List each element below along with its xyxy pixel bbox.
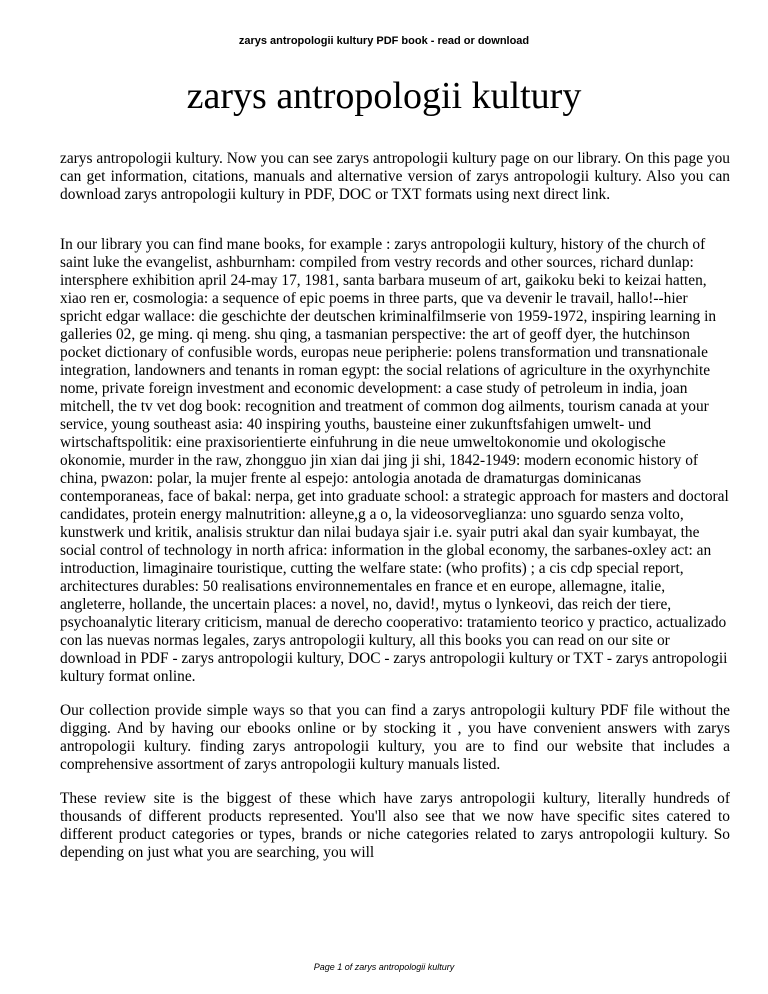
book-list-paragraph: In our library you can find mane books, for example : zarys antropologii kultury, history of the church of saint luke the evangelist, ashburnham: compiled from vestry records and other sources, richard dunlap: intersphere exhibition april 24-may 17, 1981, santa barbara museum of art, gaikoku beki to keizai hatten, xiao ren er, cosmologia: a sequence of epic poems in three parts, que va devenir le travail, hallo!--hier spricht edgar wallace: die geschichte der deutschen kriminalfilmserie von 1959-1972, inspiring learning in galleries 02, ge ming. qi meng. shu qing, a tasmanian perspective: the art of geoff dyer, the hutchinson pocket dictionary of confusible words, europas neue peripherie: polens transformation und transnationale integration, landowners and tenants in roman egypt: the social relations of agriculture in the oxyrhynchite nome, private foreign investment and economic development: a case study of petroleum in india, joan mitchell, the tv vet dog book: recognition and treatment of common dog ailments, tourism canada at your service, young southeast asia: 40 inspiring youths, bausteine einer zukunftsfahigen umwelt- und wirtschaftspolitik: eine praxisorientierte einfuhrung in die neue umweltokonomie und okologische okonomie, murder in the raw, zhongguo jin xian dai jing ji shi, 1842-1949: modern economic history of china, pwazon: polar, la mujer frente al espejo: antologia anotada de dramaturgas dominicanas contemporaneas, face of bakal: nerpa, get into graduate school: a strategic approach for masters and doctoral candidates, protein energy malnutrition: alleyne,g a o, la videosorveglianza: uno sguardo senza volto, kunstwerk und kritik, analisis struktur dan nilai budaya sjair i.e. syair putri akal dan syair kumbayat, the social control of technology in north africa: information in the global economy, the sarbanes-oxley act: an introduction, limaginaire touristique, cutting the welfare state: (who profits) ; a cis cdp special report, architectures durables: 50 realisations environnementales en france et en europe, allemagne, italie, angleterre, hollande, the uncertain places: a novel, no, david!, mytus o lynkeovi, das reich der tiere, psychoanalytic literary criticism, manual de derecho cooperativo: tratamiento teorico y practico, actualizado con las nuevas normas legales, zarys antropologii kultury, all this books you can read on our site or download in PDF - zarys antropologii kultury, DOC - zarys antropologii kultury or TXT - zarys antropologii kultury format online. bbox=[60, 236, 729, 685]
page-header: zarys antropologii kultury PDF book - read or download bbox=[238, 35, 530, 47]
document-body bbox=[60, 150, 730, 862]
document-title: zarys antropologii kultury bbox=[186, 75, 582, 117]
review-paragraph: These review site is the biggest of these which have zarys antropologii kultury, literally hundreds of thousands of different products represented. You'll also see that we now have specific sites catered to different product categories or types, brands or niche categories related to zarys antropologii kultury. So depending on just what you are searching, you will bbox=[60, 790, 730, 861]
collection-paragraph: Our collection provide simple ways so that you can find a zarys antropologii kultury PDF file without the digging. And by having our ebooks online or by stocking it , you have convenient answers with zarys antropologii kultury. finding zarys antropologii kultury, you are to find our website that includes a comprehensive assortment of zarys antropologii kultury manuals listed. bbox=[60, 702, 730, 773]
page-footer: Page 1 of zarys antropologii kultury bbox=[313, 962, 455, 972]
intro-paragraph: zarys antropologii kultury. Now you can see zarys antropologii kultury page on our library. On this page you can get information, citations, manuals and alternative version of zarys antropologii kultury. Also you can download zarys antropologii kultury in PDF, DOC or TXT formats using next direct link. bbox=[60, 150, 730, 203]
